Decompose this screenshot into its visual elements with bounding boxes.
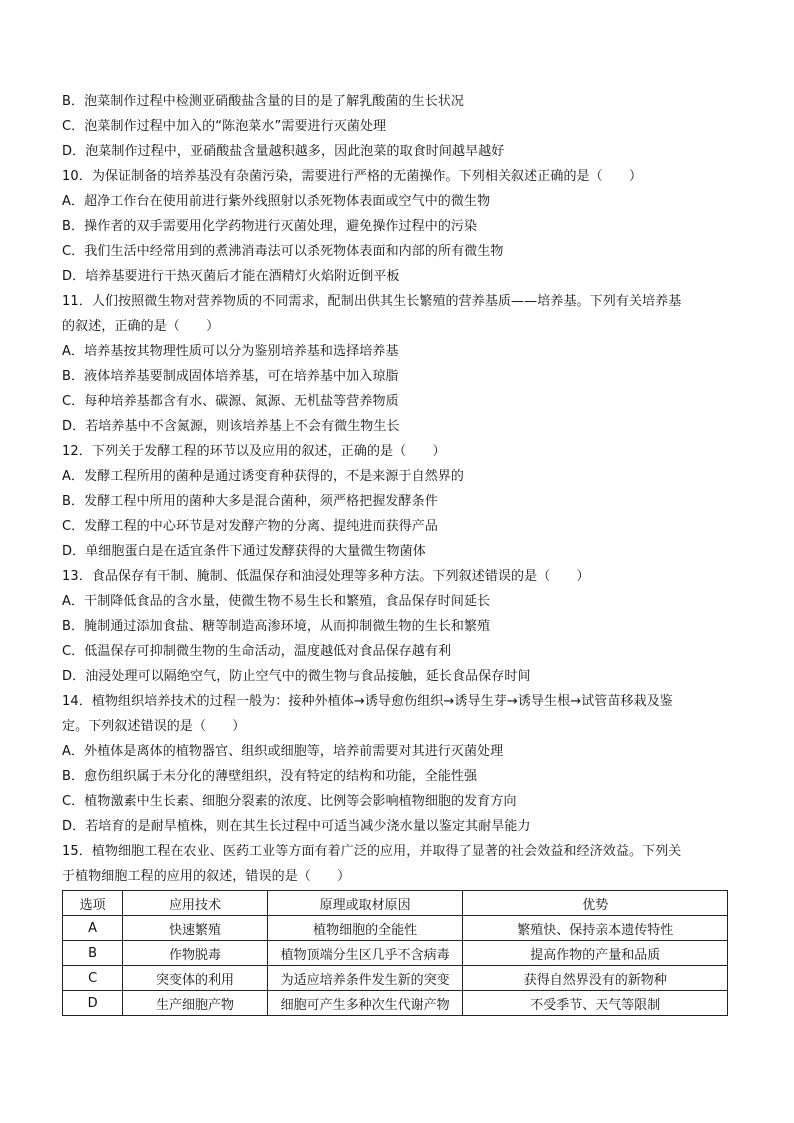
question-11-stem-cont: 的叙述，正确的是（ ） xyxy=(62,319,220,334)
question-15-stem: 15．植物细胞工程在农业、医药工业等方面有着广泛的应用，并取得了显著的社会效益和经济效益。下列关 xyxy=(62,844,682,859)
table-cell: 获得自然界没有的新物种 xyxy=(463,966,728,991)
table-cell: 植物细胞的全能性 xyxy=(267,916,463,941)
table-cell: 细胞可产生多种次生代谢产物 xyxy=(267,991,463,1016)
text-line: C．每种培养基都含有水、碳源、氮源、无机盐等营养物质 xyxy=(62,394,399,409)
question-15-stem-cont: 于植物细胞工程的应用的叙述，错误的是（ ） xyxy=(62,869,351,884)
text-line: B．操作者的双手需要用化学药物进行灭菌处理，避免操作过程中的污染 xyxy=(62,219,478,234)
question-14-stem-cont: 定。下列叙述错误的是（ ） xyxy=(62,719,246,734)
text-line: B．泡菜制作过程中检测亚硝酸盐含量的目的是了解乳酸菌的生长状况 xyxy=(62,94,465,109)
table-cell: 突变体的利用 xyxy=(123,966,268,991)
question-14-stem: 14．植物组织培养技术的过程一般为：接种外植体→诱导愈伤组织→诱导生芽→诱导生根→试管苗移栽及鉴 xyxy=(62,694,673,709)
table-cell: B xyxy=(63,941,123,966)
table-header-cell: 优势 xyxy=(463,891,728,916)
text-line: D．若培养基中不含氮源，则该培养基上不会有微生物生长 xyxy=(62,419,400,434)
table-cell: A xyxy=(63,916,123,941)
text-line: C．发酵工程的中心环节是对发酵产物的分离、提纯进而获得产品 xyxy=(62,519,438,534)
text-line: D．泡菜制作过程中，亚硝酸盐含量越积越多，因此泡菜的取食时间越早越好 xyxy=(62,144,505,159)
text-line: B．愈伤组织属于未分化的薄壁组织，没有特定的结构和功能，全能性强 xyxy=(62,769,478,784)
table-header-cell: 选项 xyxy=(63,891,123,916)
options-table xyxy=(62,890,728,1016)
table-row xyxy=(63,916,728,941)
text-line: C．我们生活中经常用到的煮沸消毒法可以杀死物体表面和内部的所有微生物 xyxy=(62,244,504,259)
table-cell: 生产细胞产物 xyxy=(123,991,268,1016)
text-line: A．超净工作台在使用前进行紫外线照射以杀死物体表面或空气中的微生物 xyxy=(62,194,491,209)
text-line: D．培养基要进行干热灭菌后才能在酒精灯火焰附近倒平板 xyxy=(62,269,400,284)
table-header-cell: 应用技术 xyxy=(123,891,268,916)
text-line: A．培养基按其物理性质可以分为鉴别培养基和选择培养基 xyxy=(62,344,399,359)
text-line: C．低温保存可抑制微生物的生命活动，温度越低对食品保存越有利 xyxy=(62,644,452,659)
question-11-stem: 11．人们按照微生物对营养物质的不同需求，配制出供其生长繁殖的营养基质——培养基。下列有关培养基 xyxy=(62,294,682,309)
table-cell: 作物脱毒 xyxy=(123,941,268,966)
table-cell: 不受季节、天气等限制 xyxy=(463,991,728,1016)
text-line: A．干制降低食品的含水量，使微生物不易生长和繁殖，食品保存时间延长 xyxy=(62,594,491,609)
table-cell: C xyxy=(63,966,123,991)
table-cell: D xyxy=(63,991,123,1016)
table-header-cell: 原理或取材原因 xyxy=(267,891,463,916)
question-13-stem: 13．食品保存有干制、腌制、低温保存和油浸处理等多种方法。下列叙述错误的是（ ） xyxy=(62,569,590,584)
text-line: D．油浸处理可以隔绝空气，防止空气中的微生物与食品接触，延长食品保存时间 xyxy=(62,669,531,684)
table-cell: 为适应培养条件发生新的突变 xyxy=(267,966,463,991)
text-line: B．液体培养基要制成固体培养基，可在培养基中加入琼脂 xyxy=(62,369,399,384)
table-header-row xyxy=(63,891,728,916)
table-cell: 提高作物的产量和品质 xyxy=(463,941,728,966)
table-cell: 植物顶端分生区几乎不含病毒 xyxy=(267,941,463,966)
question-12-stem: 12．下列关于发酵工程的环节以及应用的叙述，正确的是（ ） xyxy=(62,444,446,459)
table-cell: 繁殖快、保持亲本遗传特性 xyxy=(463,916,728,941)
text-line: D．单细胞蛋白是在适宜条件下通过发酵获得的大量微生物菌体 xyxy=(62,544,426,559)
text-line: C．植物激素中生长素、细胞分裂素的浓度、比例等会影响植物细胞的发育方向 xyxy=(62,794,517,809)
table-row xyxy=(63,991,728,1016)
text-line: A．外植体是离体的植物器官、组织或细胞等，培养前需要对其进行灭菌处理 xyxy=(62,744,504,759)
text-line: A．发酵工程所用的菌种是通过诱变育种获得的，不是来源于自然界的 xyxy=(62,469,464,484)
text-line: B．腌制通过添加食盐、糖等制造高渗环境，从而抑制微生物的生长和繁殖 xyxy=(62,619,491,634)
table-row xyxy=(63,941,728,966)
table-row xyxy=(63,966,728,991)
table-cell: 快速繁殖 xyxy=(123,916,268,941)
exam-page xyxy=(62,89,730,1016)
question-10-stem: 10．为保证制备的培养基没有杂菌污染，需要进行严格的无菌操作。下列相关叙述正确的是（ ） xyxy=(62,169,643,184)
text-line: C．泡菜制作过程中加入的“陈泡菜水”需要进行灭菌处理 xyxy=(62,119,387,134)
text-line: D．若培育的是耐旱植株，则在其生长过程中可适当减少浇水量以鉴定其耐旱能力 xyxy=(62,819,531,834)
text-line: B．发酵工程中所用的菌种大多是混合菌种，须严格把握发酵条件 xyxy=(62,494,438,509)
question-text xyxy=(62,89,730,889)
